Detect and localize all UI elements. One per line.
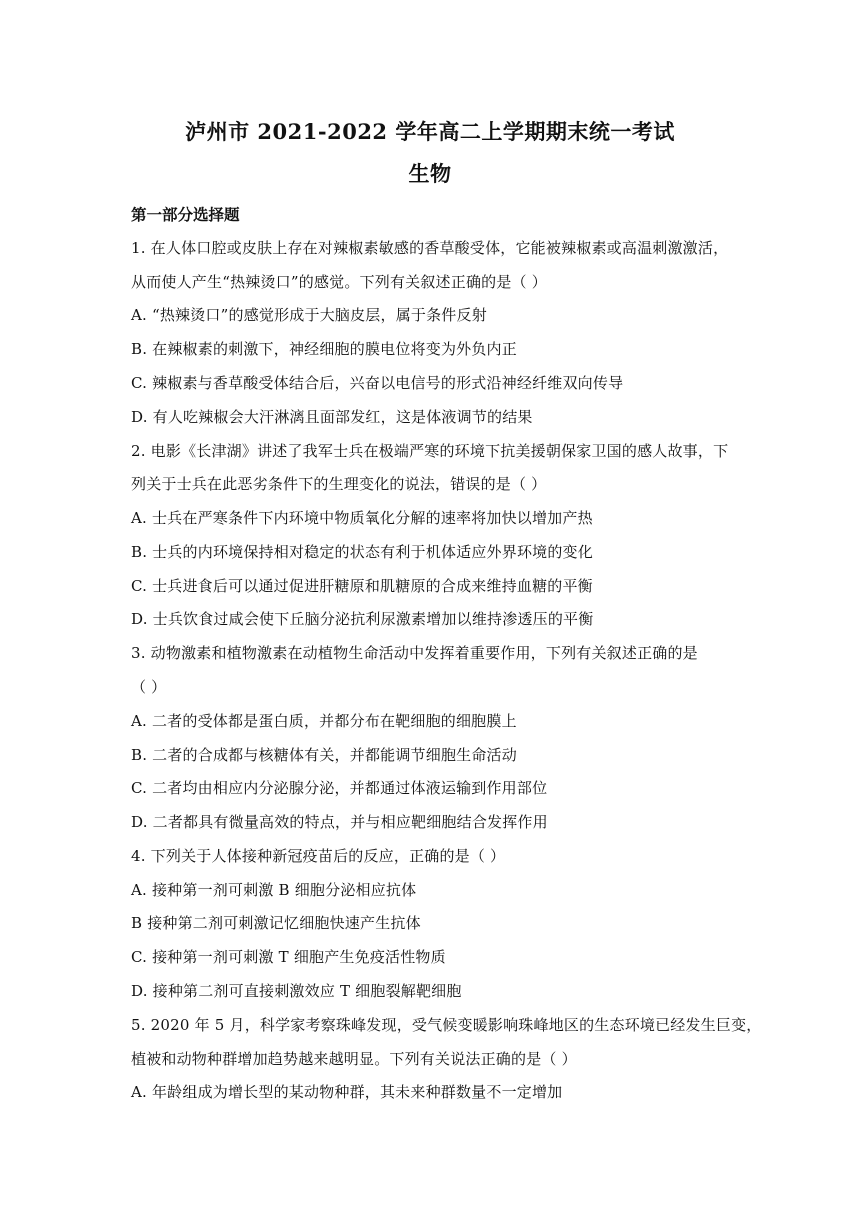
- question-line: 植被和动物种群增加趋势越来越明显。下列有关说法正确的是（ ）: [131, 1050, 577, 1068]
- option-line: D. 士兵饮食过咸会使下丘脑分泌抗利尿激素增加以维持渗透压的平衡: [131, 610, 594, 628]
- option-line: A. 年龄组成为增长型的某动物种群，其未来种群数量不一定增加: [131, 1083, 563, 1101]
- option-line: C. 接种第一剂可刺激 T 细胞产生免疫活性物质: [131, 948, 446, 966]
- question-line: （ ）: [131, 678, 167, 696]
- option-line: B. 在辣椒素的刺激下，神经细胞的膜电位将变为外负内正: [131, 340, 517, 358]
- question-line: 列关于士兵在此恶劣条件下的生理变化的说法，错误的是（ ）: [131, 475, 547, 493]
- option-line: C. 士兵进食后可以通过促进肝糖原和肌糖原的合成来维持血糖的平衡: [131, 577, 593, 595]
- option-line: A. 二者的受体都是蛋白质，并都分布在靶细胞的细胞膜上: [131, 712, 517, 730]
- option-line: D. 接种第二剂可直接刺激效应 T 细胞裂解靶细胞: [131, 982, 462, 1000]
- option-line: D. 二者都具有微量高效的特点，并与相应靶细胞结合发挥作用: [131, 813, 548, 831]
- option-line: B. 二者的合成都与核糖体有关，并都能调节细胞生命活动: [131, 746, 517, 764]
- question-line: 1. 在人体口腔或皮肤上存在对辣椒素敏感的香草酸受体，它能被辣椒素或高温刺激激活，: [131, 239, 729, 257]
- option-line: C. 二者均由相应内分泌腺分泌，并都通过体液运输到作用部位: [131, 779, 548, 797]
- option-line: A. 士兵在严寒条件下内环境中物质氧化分解的速率将加快以增加产热: [131, 509, 593, 527]
- section-heading: 第一部分选择题: [131, 205, 240, 224]
- exam-subject: 生物: [408, 161, 452, 186]
- question-line: 5. 2020 年 5 月，科学家考察珠峰发现，受气候变暖影响珠峰地区的生态环境已经发生巨变，: [131, 1016, 762, 1034]
- option-line: B. 士兵的内环境保持相对稳定的状态有利于机体适应外界环境的变化: [131, 543, 593, 561]
- question-line: 4. 下列关于人体接种新冠疫苗后的反应，正确的是（ ）: [131, 847, 506, 865]
- question-line: 3. 动物激素和植物激素在动植物生命活动中发挥着重要作用，下列有关叙述正确的是: [131, 644, 698, 662]
- exam-title: 泸州市 2021-2022 学年高二上学期期末统一考试: [185, 119, 675, 144]
- option-line: A. “热辣烫口”的感觉形成于大脑皮层，属于条件反射: [131, 306, 487, 324]
- option-line: B 接种第二剂可刺激记忆细胞快速产生抗体: [131, 914, 421, 932]
- option-line: C. 辣椒素与香草酸受体结合后，兴奋以电信号的形式沿神经纤维双向传导: [131, 374, 624, 392]
- question-line: 2. 电影《长津湖》讲述了我军士兵在极端严寒的环境下抗美援朝保家卫国的感人故事，下: [131, 442, 729, 460]
- option-line: D. 有人吃辣椒会大汗淋漓且面部发红，这是体液调节的结果: [131, 408, 533, 426]
- option-line: A. 接种第一剂可刺激 B 细胞分泌相应抗体: [131, 881, 417, 899]
- question-line: 从而使人产生“热辣烫口”的感觉。下列有关叙述正确的是（ ）: [131, 273, 547, 291]
